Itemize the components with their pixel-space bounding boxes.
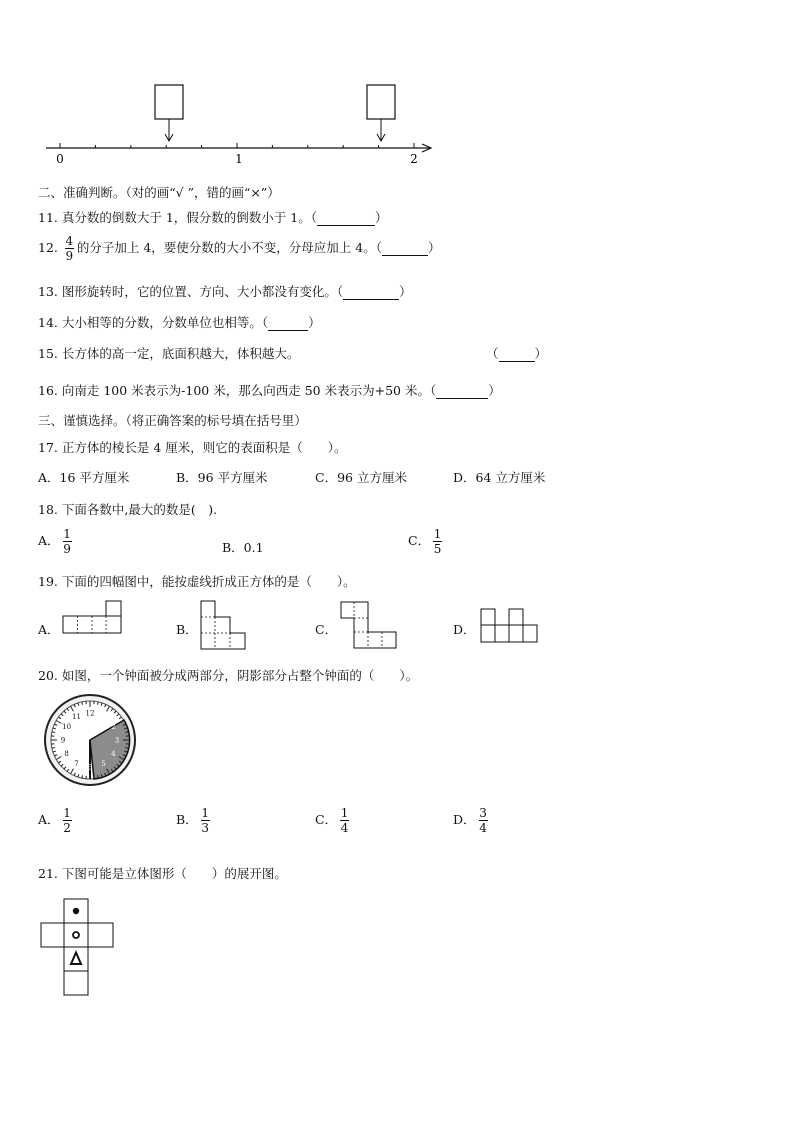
q20-number: 20. (38, 668, 58, 683)
q18-option-b[interactable]: B．0.1 (222, 540, 264, 555)
q12-close: ） (427, 240, 441, 255)
clock-figure (42, 694, 142, 790)
q14-close: ） (308, 315, 321, 330)
q20-b-den: 3 (201, 821, 209, 835)
q15-text: 长方体的高一定，底面积越大，体积越大。 (61, 346, 300, 361)
q20-option-d[interactable] (453, 806, 491, 835)
q20-d-fraction (479, 806, 488, 835)
q21-cube-net (40, 898, 116, 998)
q18-option-a[interactable] (38, 527, 75, 556)
question-15 (38, 344, 299, 362)
q12-frac-num: 4 (65, 234, 74, 248)
hollow-circle-icon (73, 932, 79, 938)
answer-box-2 (367, 85, 395, 119)
q15-number: 15. (38, 346, 58, 361)
clock-number: 4 (111, 750, 116, 758)
section-3-heading: 三、谨慎选择。（将正确答案的标号填在括号里） (38, 413, 307, 428)
clock-number: 3 (114, 736, 120, 745)
triangle-icon (71, 953, 81, 965)
q19-net-b[interactable] (200, 600, 248, 652)
q12-fraction (65, 234, 74, 263)
question-21 (38, 864, 287, 882)
q12-text: 的分子加上 4，要使分数的大小不变，分母应加上 4。（ (76, 240, 382, 255)
q18-c-label: C． (408, 533, 431, 548)
section-2-heading: 二、准确判断。（对的画“√ ”，错的画“×”） (38, 185, 280, 200)
q18-number: 18. (38, 502, 58, 517)
question-19 (38, 572, 356, 590)
q11-answer-blank[interactable] (317, 210, 375, 226)
q19-option-c-label[interactable]: C． (315, 622, 338, 637)
q19-option-a-label[interactable]: A． (38, 622, 60, 637)
q12-frac-den: 9 (65, 249, 74, 263)
q21-number: 21. (38, 866, 58, 881)
q20-b-fraction (201, 806, 210, 835)
tick-label-1: 1 (235, 152, 243, 166)
q15-open: （ (486, 346, 499, 361)
q20-option-c[interactable] (315, 806, 352, 835)
clock-number: 9 (60, 736, 66, 745)
q18-a-fraction (63, 527, 72, 556)
q15-answer (486, 344, 547, 362)
question-18 (38, 500, 217, 518)
q20-a-num: 1 (63, 806, 71, 820)
q15-close: ） (534, 346, 548, 361)
q19-net-a[interactable] (62, 600, 124, 636)
q16-text: 向南走 100 米表示为-100 米，那么向西走 50 米表示为+50 米。（ (61, 383, 437, 398)
q13-number: 13. (38, 284, 58, 299)
q20-b-label: B． (176, 812, 198, 827)
q19-net-d[interactable] (480, 608, 540, 644)
q16-close: ） (488, 383, 501, 398)
clock-tick (97, 775, 98, 778)
q20-a-label: A． (38, 812, 60, 827)
q20-option-b[interactable] (176, 806, 213, 835)
q19-number: 19. (38, 574, 58, 589)
q19-option-b-label[interactable]: B． (176, 622, 198, 637)
q14-answer-blank[interactable] (268, 315, 308, 331)
q18-a-den: 9 (63, 542, 71, 556)
q13-answer-blank[interactable] (343, 284, 399, 300)
q20-b-num: 1 (201, 806, 209, 820)
q19-text: 下面的四幅图中，能按虚线折成正方体的是（ ）。 (61, 574, 356, 589)
q20-c-num: 1 (340, 806, 349, 820)
q20-text: 如图，一个钟面被分成两部分，阴影部分占整个钟面的（ ）。 (61, 668, 419, 683)
clock-number: 6 (87, 763, 93, 772)
q18-c-fraction (433, 527, 442, 556)
q12-answer-blank[interactable] (382, 240, 428, 256)
q20-d-num: 3 (479, 806, 487, 820)
question-12 (38, 234, 441, 263)
q13-text: 图形旋转时，它的位置、方向、大小都没有变化。（ (61, 284, 344, 299)
clock-tick (125, 747, 128, 748)
q11-number: 11. (38, 210, 58, 225)
q20-d-den: 4 (479, 821, 487, 835)
solid-dot-icon (73, 908, 79, 914)
q17-option-a[interactable]: A．16 平方厘米 (38, 470, 130, 485)
q18-a-num: 1 (63, 527, 71, 541)
question-14 (38, 313, 321, 331)
clock-tick (52, 747, 55, 748)
q13-close: ） (399, 284, 412, 299)
clock-tick (82, 775, 83, 778)
number-line-figure (40, 80, 440, 170)
clock-number: 8 (64, 750, 69, 758)
question-17 (38, 438, 347, 456)
q20-c-den: 4 (340, 821, 349, 835)
q20-c-label: C． (315, 812, 338, 827)
answer-box-1 (155, 85, 183, 119)
clock-number: 10 (62, 723, 72, 731)
clock-number: 12 (85, 709, 95, 718)
q16-number: 16. (38, 383, 58, 398)
q17-text: 正方体的棱长是 4 厘米，则它的表面积是（ ）。 (61, 440, 347, 455)
clock-tick (125, 732, 128, 733)
q14-number: 14. (38, 315, 58, 330)
q20-d-label: D． (453, 812, 476, 827)
q18-text: 下面各数中,最大的数是( ). (61, 502, 218, 517)
q14-text: 大小相等的分数，分数单位也相等。（ (61, 315, 269, 330)
clock-tick (82, 702, 83, 705)
q21-text: 下图可能是立体图形（ ）的展开图。 (61, 866, 287, 881)
q19-option-d-label[interactable]: D． (453, 622, 476, 637)
clock-number: 1 (101, 713, 106, 722)
q11-close: ） (374, 210, 388, 225)
q20-a-fraction (63, 806, 72, 835)
q18-a-label: A． (38, 533, 60, 548)
clock-number: 11 (72, 713, 81, 722)
question-13 (38, 282, 412, 300)
q20-a-den: 2 (63, 821, 71, 835)
question-16 (38, 381, 501, 399)
question-20 (38, 666, 418, 684)
q17-option-c[interactable]: C．96 立方厘米 (315, 470, 407, 485)
clock-number: 2 (111, 723, 116, 731)
q18-c-num: 1 (433, 527, 442, 541)
q20-option-a[interactable] (38, 806, 75, 835)
q20-c-fraction (340, 806, 349, 835)
q15-answer-blank[interactable] (499, 346, 535, 362)
q11-text: 真分数的倒数大于 1，假分数的倒数小于 1。（ (61, 210, 317, 225)
q18-option-c[interactable] (408, 527, 445, 556)
clock-tick (97, 702, 98, 705)
q12-number: 12. (38, 240, 58, 255)
clock-number: 5 (101, 759, 106, 768)
tick-label-0: 0 (56, 152, 64, 166)
q17-number: 17. (38, 440, 58, 455)
tick-label-2: 2 (410, 152, 418, 166)
clock-tick (52, 732, 55, 733)
q17-option-b[interactable]: B．96 平方厘米 (176, 470, 268, 485)
question-11 (38, 208, 388, 226)
q16-answer-blank[interactable] (436, 383, 488, 399)
q18-c-den: 5 (433, 542, 442, 556)
q19-net-c[interactable] (340, 601, 400, 651)
q17-option-d[interactable]: D．64 立方厘米 (453, 470, 546, 485)
clock-number: 7 (74, 759, 79, 768)
